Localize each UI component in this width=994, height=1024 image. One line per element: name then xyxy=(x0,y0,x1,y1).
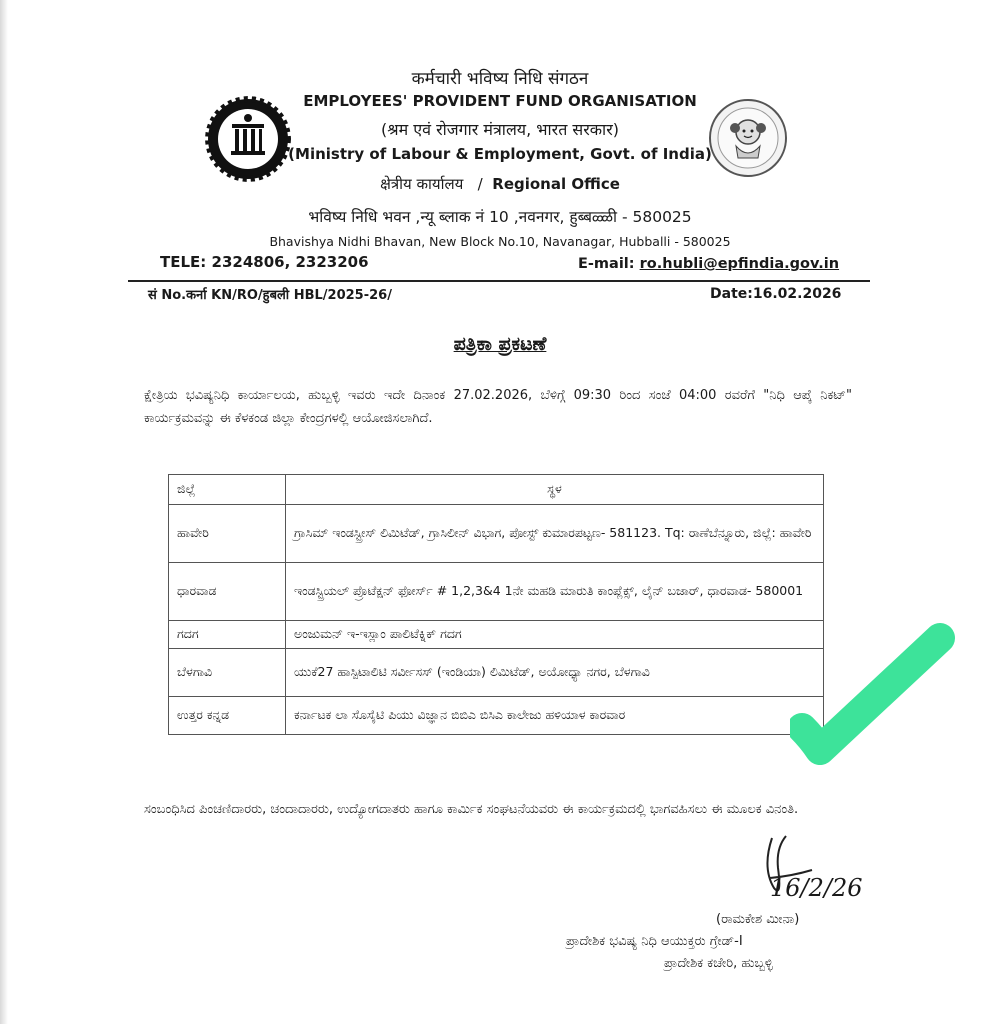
place-cell: ಕರ್ನಾಟಕ ಲಾ ಸೊಸೈಟಿ ಪಿಯು ವಿಜ್ಞಾನ ಬಿಬಿಎ ಬಿಸಿಎ ಕಾಲೇಜು ಹಳಿಯಾಳ ಕಾರವಾರ xyxy=(286,696,824,734)
regional-office-line xyxy=(200,174,800,194)
notice-intro: ಕ್ಷೇತ್ರಿಯ ಭವಿಷ್ಯನಿಧಿ ಕಾರ್ಯಾಲಯ, ಹುಬ್ಬಳ್ಳಿ ಇವರು ಇದೇ ದಿನಾಂಕ 27.02.2026, ಬೆಳಿಗ್ಗೆ 09:30 ರಿಂದ ಸಂಜೆ 04:00 ರವರೆಗೆ "ನಿಧಿ ಆಪ್ಕೆ ನಿಕಟ್" ಕಾರ್ಯಕ್ರಮವನ್ನು ಈ ಕೆಳಕಂಡ ಜಿಲ್ಲಾ ಕೇಂದ್ರಗಳಲ್ಲಿ ಆಯೋಜಿಸಲಾಗಿದೆ. xyxy=(144,388,852,426)
signatory-name: (ರಾಮಕೇಶ ಮೀನಾ) xyxy=(716,912,800,927)
org-name-hindi: कर्मचारी भविष्य निधि संगठन xyxy=(411,69,589,89)
email-label: E-mail: xyxy=(578,256,635,272)
reference-number: सं No.कर्ना KN/RO/हुबली HBL/2025-26/ xyxy=(148,288,392,303)
header-place: ಸ್ಥಳ xyxy=(286,475,824,505)
place-cell: ಇಂಡಸ್ಟ್ರಿಯಲ್ ಪ್ರೊಟೆಕ್ಷನ್ ಫೋರ್ಸ್ # 1,2,3&4 1ನೇ ಮಹಡಿ ಮಾರುತಿ ಕಾಂಪ್ಲೆಕ್ಸ್, ಲೈನ್ ಬಜಾರ್, ಧಾರವಾಡ- 580001 xyxy=(286,563,824,621)
district-cell: ಹಾವೇರಿ xyxy=(169,505,286,563)
office-separator: / xyxy=(477,175,483,193)
signature-date: 16/2/26 xyxy=(770,874,863,902)
closing-paragraph: ಸಂಬಂಧಿಸಿದ ಪಿಂಚಣಿದಾರರು, ಚಂದಾದಾರರು, ಉದ್ಯೋಗದಾತರು ಹಾಗೂ ಕಾರ್ಮಿಕ ಸಂಘಟನೆಯವರು ಈ ಕಾರ್ಯಕ್ರಮದಲ್ಲಿ ಭಾಗವಹಿಸಲು ಈ ಮೂಲಕ ವಿನಂತಿ. xyxy=(144,802,799,817)
email-link[interactable]: ro.hubli@epfindia.gov.in xyxy=(639,256,840,272)
place-cell: ಯುಕೆ27 ಹಾಸ್ಪಿಟಾಲಿಟಿ ಸರ್ವೀಸಸ್ (ಇಂಡಿಯಾ) ಲಿಮಿಟೆಡ್, ಅಯೋಧ್ಯಾ ನಗರ, ಬೆಳಗಾವಿ xyxy=(286,648,824,696)
telephone: TELE: 2324806, 2323206 xyxy=(160,253,369,271)
office-hindi: क्षेत्रीय कार्यालय xyxy=(380,175,464,193)
table-header-row xyxy=(169,475,824,505)
table-row xyxy=(169,696,824,734)
ministry-hindi: (श्रम एवं रोजगार मंत्रालय, भारत सरकार) xyxy=(381,120,619,139)
table-row xyxy=(169,563,824,621)
green-tick-mark xyxy=(790,610,970,770)
district-cell: ಬೆಳಗಾವಿ xyxy=(169,648,286,696)
header-rule xyxy=(128,280,870,282)
office-english: Regional Office xyxy=(492,175,620,193)
signatory-designation: ಪ್ರಾದೇಶಿಕ ಭವಿಷ್ಯ ನಿಧಿ ಆಯುಕ್ತರು ಗ್ರೇಡ್-I xyxy=(566,934,743,949)
district-cell: ಧಾರವಾಡ xyxy=(169,563,286,621)
place-cell: ಅಂಜುಮನ್ ಇ-ಇಸ್ಲಾಂ ಪಾಲಿಟೆಕ್ನಿಕ್ ಗದಗ xyxy=(286,621,824,649)
org-name: EMPLOYEES' PROVIDENT FUND ORGANISATION xyxy=(303,92,697,110)
email-line xyxy=(578,256,839,272)
document-date: Date:16.02.2026 xyxy=(710,286,842,302)
page-edge-shadow xyxy=(0,0,8,1024)
address-hindi: भविष्य निधि भवन ,न्यू ब्लाक नं 10 ,नवनगर, हुब्बळ्ळी - 580025 xyxy=(308,208,692,226)
table-row xyxy=(169,505,824,563)
address: Bhavishya Nidhi Bhavan, New Block No.10, Navanagar, Hubballi - 580025 xyxy=(269,234,731,249)
venue-table xyxy=(168,474,824,735)
header-district: ಜಿಲ್ಲೆ xyxy=(169,475,286,505)
place-cell: ಗ್ರಾಸಿಮ್ ಇಂಡಸ್ಟ್ರೀಸ್ ಲಿಮಿಟೆಡ್, ಗ್ರಾಸಿಲೀನ್ ವಿಭಾಗ, ಪೋಸ್ಟ್ ಕುಮಾರಪಟ್ಟಣ- 581123. Tq: ರಾಣೆಬೆನ್ನೂರು, ಜಿಲ್ಲೆ: ಹಾವೇರಿ xyxy=(286,505,824,563)
district-cell: ಗದಗ xyxy=(169,621,286,649)
table-row xyxy=(169,648,824,696)
ministry: (Ministry of Labour & Employment, Govt. of India) xyxy=(288,145,712,163)
signatory-office: ಪ್ರಾದೇಶಿಕ ಕಚೇರಿ, ಹುಬ್ಬಳ್ಳಿ xyxy=(664,956,773,971)
table-row xyxy=(169,621,824,649)
notice-title: ಪತ್ರಿಕಾ ಪ್ರಕಟಣೆ xyxy=(453,333,547,355)
district-cell: ಉತ್ತರ ಕನ್ನಡ xyxy=(169,696,286,734)
